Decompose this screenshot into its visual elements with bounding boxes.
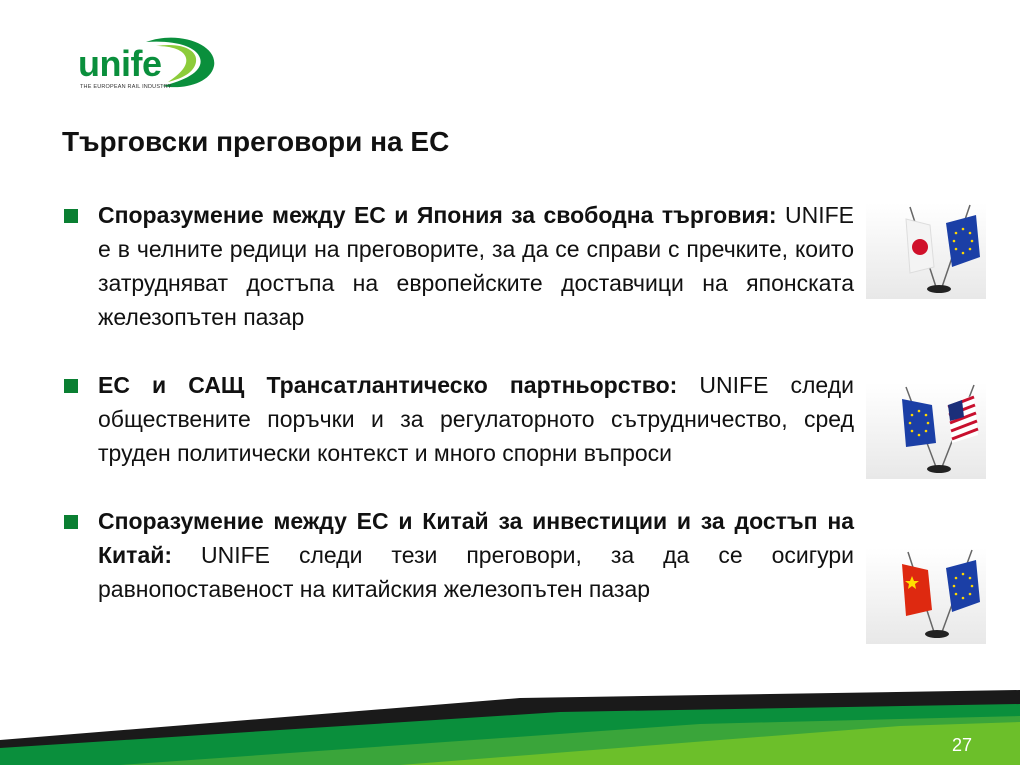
- page-number: 27: [952, 735, 973, 755]
- slide-title: Търговски преговори на ЕС: [62, 126, 450, 157]
- bullet-heading: Споразумение между ЕС и Китай за инвестиции и за достъп на Китай:: [98, 508, 854, 568]
- footer-stripes: [0, 690, 1020, 765]
- unife-logo: [78, 36, 218, 96]
- logo-word: unife: [78, 43, 162, 84]
- bullet-item: [62, 504, 854, 606]
- bullet-heading: ЕС и САЩ Трансатлантическо партньорство:: [98, 372, 678, 398]
- bullet-text: UNIFE следи тези преговори, за да се осигури равнопоставеност на китайския железопътен пазар: [98, 542, 854, 602]
- bullet-item: [62, 198, 854, 334]
- logo-tagline: THE EUROPEAN RAIL INDUSTRY: [80, 84, 172, 90]
- eu-usa-flags-icon: [866, 383, 986, 479]
- square-bullet-icon: [64, 515, 78, 529]
- bullet-item: [62, 368, 854, 470]
- bullet-text: UNIFE е в челните редици на преговорите, за да се справи с пречките, които затрудняват достъпа на европейските доставчици на японската железопътен пазар: [98, 202, 854, 330]
- square-bullet-icon: [64, 379, 78, 393]
- bullet-text: UNIFE следи обществените поръчки и за регулаторното сътрудничество, сред труден политически контекст и много спорни въпроси: [98, 372, 854, 466]
- japan-eu-flags-icon: [866, 203, 986, 299]
- china-eu-flags-icon: [866, 548, 986, 644]
- square-bullet-icon: [64, 209, 78, 223]
- bullet-heading: Споразумение между ЕС и Япония за свободна търговия:: [98, 202, 777, 228]
- bullet-list: [62, 198, 854, 606]
